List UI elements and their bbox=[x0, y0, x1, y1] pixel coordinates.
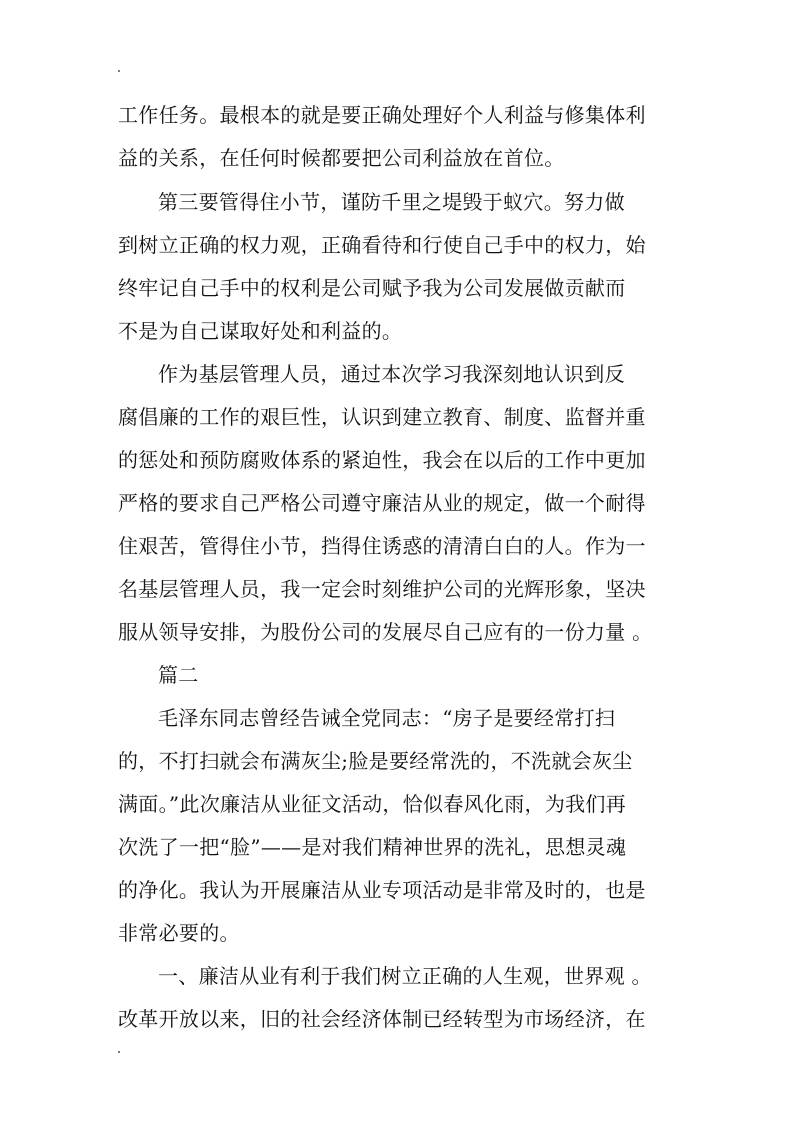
paragraph-line: 的，不打扫就会布满灰尘;脸是要经常洗的，不洗就会灰尘 bbox=[118, 749, 633, 773]
paragraph-line: 严格的要求自己严格公司遵守廉洁从业的规定，做一个耐得 bbox=[118, 491, 646, 515]
page-corner-mark-bottom bbox=[118, 1051, 120, 1053]
paragraph-line: 工作任务。最根本的就是要正确处理好个人利益与修集体利 bbox=[118, 103, 646, 127]
paragraph-line: 到树立正确的权力观，正确看待和行使自己手中的权力，始 bbox=[118, 233, 646, 257]
page-corner-mark-top bbox=[118, 70, 120, 72]
paragraph-line: 服从领导安排，为股份公司的发展尽自己应有的一份力量 。 bbox=[118, 620, 653, 644]
paragraph-line: 名基层管理人员，我一定会时刻维护公司的光辉形象，坚决 bbox=[118, 577, 646, 601]
paragraph-line: 毛泽东同志曾经告诫全党同志：“房子是要经常打扫 bbox=[158, 706, 616, 730]
paragraph-line: 满面。”此次廉洁从业征文活动，恰似春风化雨，为我们再 bbox=[118, 792, 627, 816]
paragraph-line: 益的关系，在任何时候都要把公司利益放在首位。 bbox=[118, 146, 565, 170]
paragraph-line: 住艰苦，管得住小节，挡得住诱惑的清清白白的人。作为一 bbox=[118, 534, 646, 558]
paragraph-line: 改革开放以来，旧的社会经济体制已经转型为市场经济，在 bbox=[118, 1007, 646, 1031]
paragraph-line: 第三要管得住小节，谨防千里之堤毁于蚁穴。努力做 bbox=[158, 190, 625, 214]
paragraph-line: 腐倡廉的工作的艰巨性，认识到建立教育、制度、监督并重 bbox=[118, 405, 646, 429]
section-heading: 篇二 bbox=[158, 663, 199, 687]
paragraph-line: 终牢记自己手中的权利是公司赋予我为公司发展做贡献而 bbox=[118, 276, 626, 300]
paragraph-line: 非常必要的。 bbox=[118, 921, 240, 945]
paragraph-line: 作为基层管理人员，通过本次学习我深刻地认识到反 bbox=[158, 362, 625, 386]
paragraph-line: 不是为自己谋取好处和利益的。 bbox=[118, 319, 403, 343]
paragraph-line: 的惩处和预防腐败体系的紧迫性，我会在以后的工作中更加 bbox=[118, 448, 646, 472]
paragraph-line: 次洗了一把“脸”——是对我们精神世界的洗礼，思想灵魂 bbox=[118, 835, 627, 859]
paragraph-line: 一、廉洁从业有利于我们树立正确的人生观，世界观 。 bbox=[158, 964, 652, 988]
paragraph-line: 的净化。我认为开展廉洁从业专项活动是非常及时的，也是 bbox=[118, 878, 646, 902]
